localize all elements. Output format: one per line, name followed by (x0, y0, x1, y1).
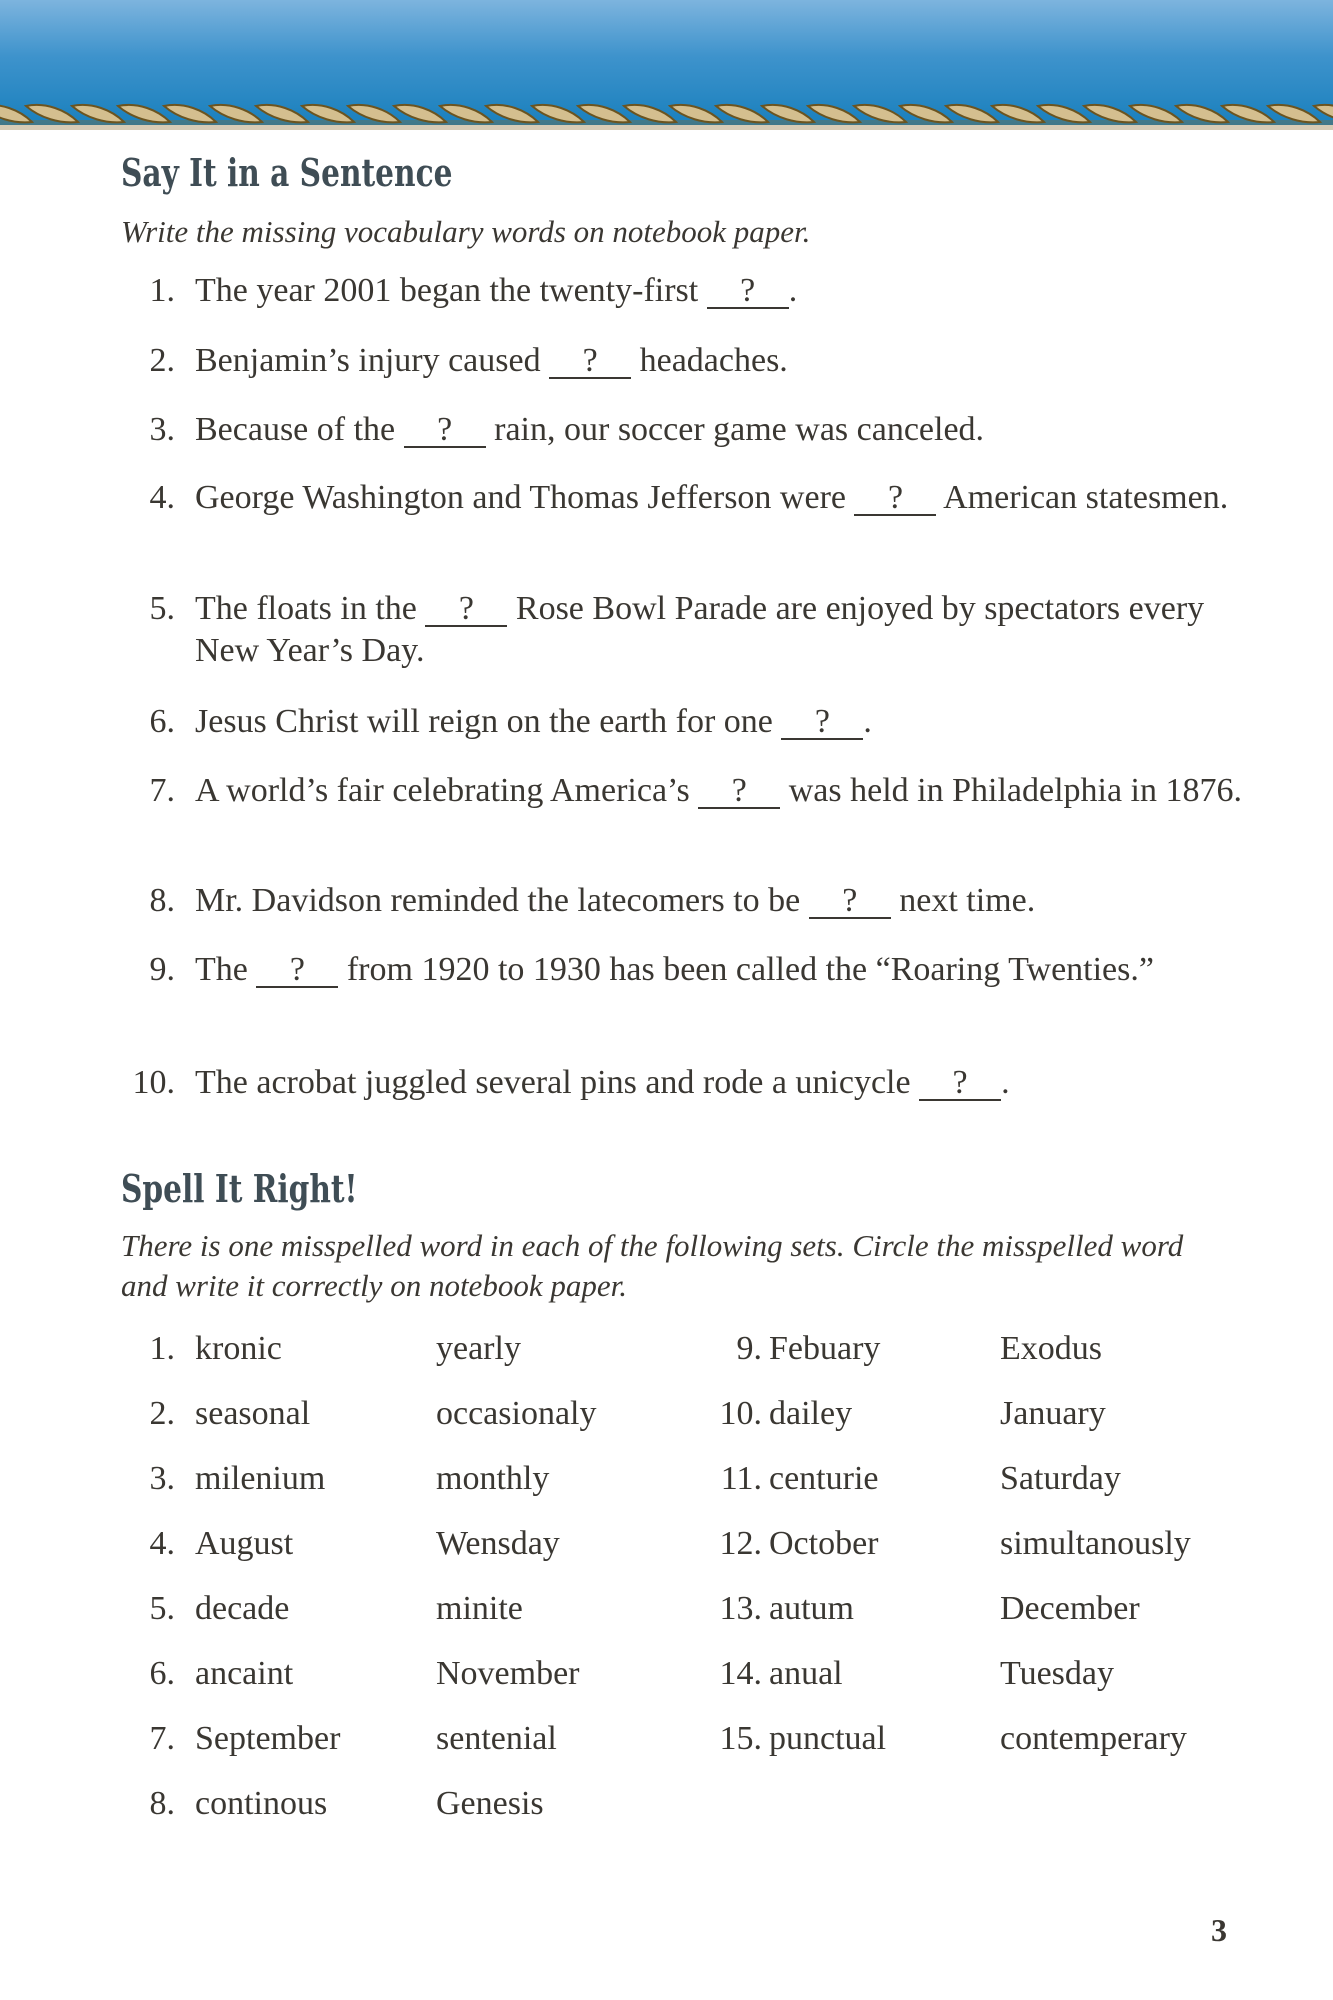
word-a[interactable]: anual (769, 1655, 843, 1692)
item-text (195, 477, 1245, 519)
item-number: 7. (149, 772, 175, 809)
spelling-set (0, 1330, 1333, 1372)
rope-strand (302, 105, 354, 122)
text-after: American statesmen. (936, 479, 1229, 516)
answer-blank: ? (698, 775, 780, 809)
item-text (195, 1062, 1245, 1104)
item-text (195, 588, 1245, 672)
rope-strand (854, 105, 906, 122)
answer-blank: ? (781, 706, 863, 740)
answer-blank: ? (549, 345, 631, 379)
word-b[interactable]: contemperary (1000, 1720, 1187, 1757)
word-b[interactable]: Saturday (1000, 1460, 1121, 1497)
answer-blank: ? (404, 414, 486, 448)
text-after: Rose Bowl Parade are enjoyed by spectators every New Year’s Day. (195, 590, 1205, 669)
item-number: 9. (149, 951, 175, 988)
spelling-set (0, 1395, 1333, 1437)
set-number: 6. (149, 1655, 175, 1692)
text-after: rain, our soccer game was canceled. (485, 411, 985, 448)
text-before: Because of the (195, 411, 404, 448)
spelling-set (0, 1655, 1333, 1697)
text-before: Jesus Christ will reign on the earth for one (195, 703, 782, 740)
rope-strand (164, 105, 216, 122)
word-a[interactable]: ancaint (195, 1655, 294, 1692)
rope-strand (1268, 105, 1320, 122)
rope-strand (716, 105, 768, 122)
section-instruction: Write the missing vocabulary words on notebook paper. (121, 214, 811, 249)
rope-strand (992, 105, 1044, 122)
word-b[interactable]: monthly (436, 1460, 550, 1497)
set-number: 4. (149, 1525, 175, 1562)
word-b[interactable]: November (436, 1655, 580, 1692)
rope-strand (1038, 105, 1090, 122)
text-before: The (195, 951, 257, 988)
set-number: 13. (719, 1590, 762, 1627)
rope-strand (256, 105, 308, 122)
word-b[interactable]: occasionaly (436, 1395, 597, 1432)
set-number: 15. (719, 1720, 762, 1757)
text-before: The year 2001 began the twenty-first (195, 272, 707, 309)
rope-strand (1222, 105, 1274, 122)
rope-strand (118, 105, 170, 122)
text-after: next time. (890, 882, 1036, 919)
item-number: 3. (149, 411, 175, 448)
word-a[interactable]: milenium (195, 1460, 326, 1497)
item-text (195, 770, 1245, 812)
set-number: 10. (719, 1395, 762, 1432)
item-text (195, 949, 1245, 991)
word-b[interactable]: minite (436, 1590, 523, 1627)
spelling-set (0, 1590, 1333, 1632)
rope-strand (762, 105, 814, 122)
rope-strand (1084, 105, 1136, 122)
section-heading-spell: Spell It Right! (121, 1166, 358, 1211)
item-number: 8. (149, 882, 175, 919)
rope-strand (440, 105, 492, 122)
text-after: . (863, 703, 872, 740)
word-a[interactable]: centurie (769, 1460, 879, 1497)
item-number: 6. (149, 703, 175, 740)
rope-strand (900, 105, 952, 122)
text-after: . (788, 272, 798, 309)
spelling-set (0, 1460, 1333, 1502)
item-text (195, 409, 1245, 451)
word-a[interactable]: continous (195, 1785, 328, 1822)
text-before: A world’s fair celebrating America’s (195, 772, 699, 809)
answer-blank: ? (256, 954, 338, 988)
rope-strand (72, 105, 124, 122)
set-number: 11. (720, 1460, 762, 1497)
word-a[interactable]: seasonal (195, 1395, 311, 1432)
item-text (195, 270, 1245, 312)
word-a[interactable]: October (769, 1525, 879, 1562)
set-number: 5. (149, 1590, 175, 1627)
rope-strand (532, 105, 584, 122)
word-a[interactable]: dailey (769, 1395, 853, 1432)
rope-strand (946, 105, 998, 122)
rope-strand (578, 105, 630, 122)
spelling-set (0, 1785, 1333, 1827)
spelling-set (0, 1525, 1333, 1567)
set-number: 1. (149, 1330, 175, 1367)
item-number: 4. (149, 479, 175, 516)
set-number: 2. (149, 1395, 175, 1432)
section-instruction: There is one misspelled word in each of the following sets. Circle the misspelled word and write it correctly on notebook paper. (121, 1228, 1184, 1303)
word-b[interactable]: Exodus (1000, 1330, 1102, 1367)
word-a[interactable]: kronic (195, 1330, 282, 1367)
set-number: 14. (719, 1655, 762, 1692)
rope-strand (26, 105, 78, 122)
word-b[interactable]: December (1000, 1590, 1140, 1627)
rope-strand (624, 105, 676, 122)
answer-blank: ? (809, 885, 891, 919)
item-number: 2. (149, 342, 175, 379)
word-b[interactable]: simultanously (1000, 1525, 1191, 1562)
text-after: . (1001, 1064, 1010, 1101)
word-b[interactable]: January (1000, 1395, 1106, 1432)
rope-strand (1130, 105, 1182, 122)
word-a[interactable]: punctual (769, 1720, 887, 1757)
set-number: 12. (719, 1525, 762, 1562)
word-b[interactable]: Wensday (436, 1525, 560, 1562)
text-before: George Washington and Thomas Jefferson were (195, 479, 855, 516)
item-number: 5. (149, 590, 175, 627)
text-after: headaches. (631, 342, 788, 379)
set-number: 8. (149, 1785, 175, 1822)
text-before: The acrobat juggled several pins and rode a unicycle (195, 1064, 920, 1101)
answer-blank: ? (854, 482, 936, 516)
item-text (195, 880, 1245, 922)
set-number: 7. (149, 1720, 175, 1757)
item-number: 1. (149, 272, 175, 309)
rope-strand (1176, 105, 1228, 122)
word-b[interactable]: Tuesday (1000, 1655, 1114, 1692)
word-a[interactable]: decade (195, 1590, 290, 1627)
rope-strand (486, 105, 538, 122)
text-before: Mr. Davidson reminded the latecomers to be (195, 882, 809, 919)
word-b[interactable]: Genesis (436, 1785, 544, 1822)
word-b[interactable]: sentenial (436, 1720, 557, 1757)
rope-strand (808, 105, 860, 122)
answer-blank: ? (425, 593, 507, 627)
item-number: 10. (132, 1064, 175, 1101)
answer-blank: ? (919, 1067, 1001, 1101)
word-a[interactable]: August (195, 1525, 294, 1562)
text-after: was held in Philadelphia in 1876. (780, 772, 1243, 809)
rope-strand (670, 105, 722, 122)
text-before: The floats in the (195, 590, 426, 627)
rope-strand (210, 105, 262, 122)
word-a[interactable]: autum (769, 1590, 854, 1627)
rope-strand (394, 105, 446, 122)
section-heading-say-it: Say It in a Sentence (121, 150, 453, 195)
text-before: Benjamin’s injury caused (195, 342, 550, 379)
set-number: 3. (149, 1460, 175, 1497)
word-b[interactable]: yearly (436, 1330, 521, 1367)
word-a[interactable]: September (195, 1720, 341, 1757)
rope-strand (348, 105, 400, 122)
item-text (195, 340, 1245, 382)
word-a[interactable]: Febuary (769, 1330, 881, 1367)
page-number: 3 (1211, 1912, 1227, 1948)
text-after: from 1920 to 1930 has been called the “Roaring Twenties.” (338, 951, 1154, 988)
spelling-set (0, 1720, 1333, 1762)
answer-blank: ? (707, 275, 789, 309)
set-number: 9. (736, 1330, 762, 1367)
rope-border (0, 96, 1333, 136)
item-text (195, 701, 1245, 743)
